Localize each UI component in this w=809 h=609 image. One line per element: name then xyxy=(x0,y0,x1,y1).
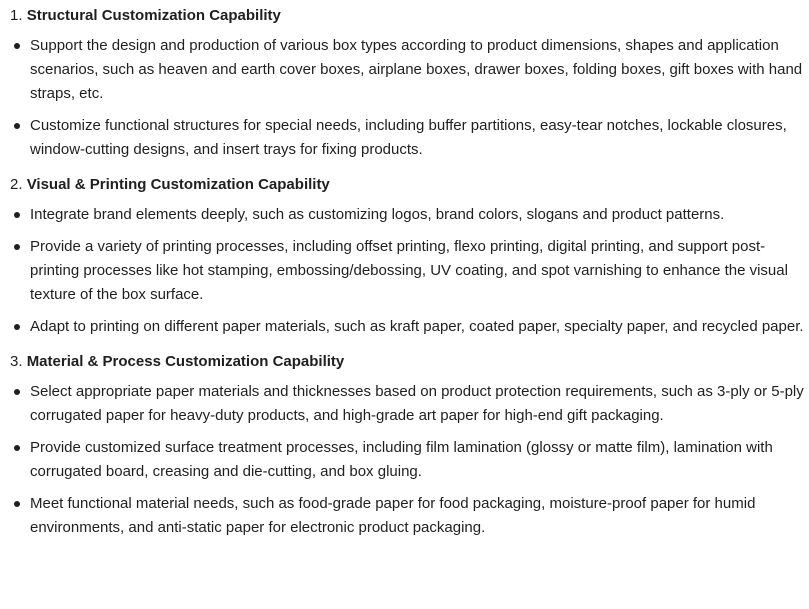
list-item xyxy=(10,34,809,106)
section-visual-printing xyxy=(10,173,809,339)
section-heading xyxy=(10,350,809,374)
section-number: 3. xyxy=(10,353,23,370)
list-item-text: Meet functional material needs, such as food-grade paper for food packaging, moisture-proof paper for humid environments, and anti-static paper for electronic product packaging. xyxy=(30,495,756,536)
bullet-list xyxy=(10,380,809,540)
list-item xyxy=(10,203,809,227)
section-material-process xyxy=(10,350,809,540)
bullet-list xyxy=(10,34,809,162)
section-structural xyxy=(10,4,809,162)
bullet-dot-icon xyxy=(14,445,20,451)
list-item-text: Support the design and production of various box types according to product dimensions, shapes and application scenarios, such as heaven and earth cover boxes, airplane boxes, drawer boxes, folding boxes, gift boxes with hand straps, etc. xyxy=(30,37,803,102)
bullet-dot-icon xyxy=(14,324,20,330)
bullet-dot-icon xyxy=(14,123,20,129)
section-title: Material & Process Customization Capability xyxy=(26,353,345,370)
list-item xyxy=(10,436,809,484)
bullet-list xyxy=(10,203,809,339)
list-item-text: Customize functional structures for special needs, including buffer partitions, easy-tear notches, lockable closures, window-cutting designs, and insert trays for fixing products. xyxy=(30,117,787,158)
section-number: 1. xyxy=(10,7,23,24)
bullet-dot-icon xyxy=(14,244,20,250)
list-item xyxy=(10,315,809,339)
list-item-text: Select appropriate paper materials and thicknesses based on product protection requirements, such as 3-ply or 5-ply corrugated paper for heavy-duty products, and high-grade art paper for high-end gift packaging. xyxy=(30,383,804,424)
list-item xyxy=(10,380,809,428)
bullet-dot-icon xyxy=(14,389,20,395)
list-item-text: Integrate brand elements deeply, such as customizing logos, brand colors, slogans and product patterns. xyxy=(30,206,725,223)
list-item xyxy=(10,235,809,307)
list-item-text: Provide a variety of printing processes, including offset printing, flexo printing, digital printing, and support post-printing processes like hot stamping, embossing/debossing, UV coating, and spot varnishing to enhance the visual texture of the box surface. xyxy=(30,238,788,303)
list-item xyxy=(10,114,809,162)
list-item xyxy=(10,492,809,540)
bullet-dot-icon xyxy=(14,212,20,218)
bullet-dot-icon xyxy=(14,501,20,507)
section-number: 2. xyxy=(10,176,23,193)
section-heading xyxy=(10,4,809,28)
list-item-text: Adapt to printing on different paper materials, such as kraft paper, coated paper, specialty paper, and recycled paper. xyxy=(30,318,804,335)
list-item-text: Provide customized surface treatment processes, including film lamination (glossy or matte film), lamination with corrugated board, creasing and die-cutting, and box gluing. xyxy=(30,439,773,480)
section-title: Structural Customization Capability xyxy=(26,7,281,24)
section-title: Visual & Printing Customization Capability xyxy=(26,176,330,193)
bullet-dot-icon xyxy=(14,43,20,49)
section-heading xyxy=(10,173,809,197)
